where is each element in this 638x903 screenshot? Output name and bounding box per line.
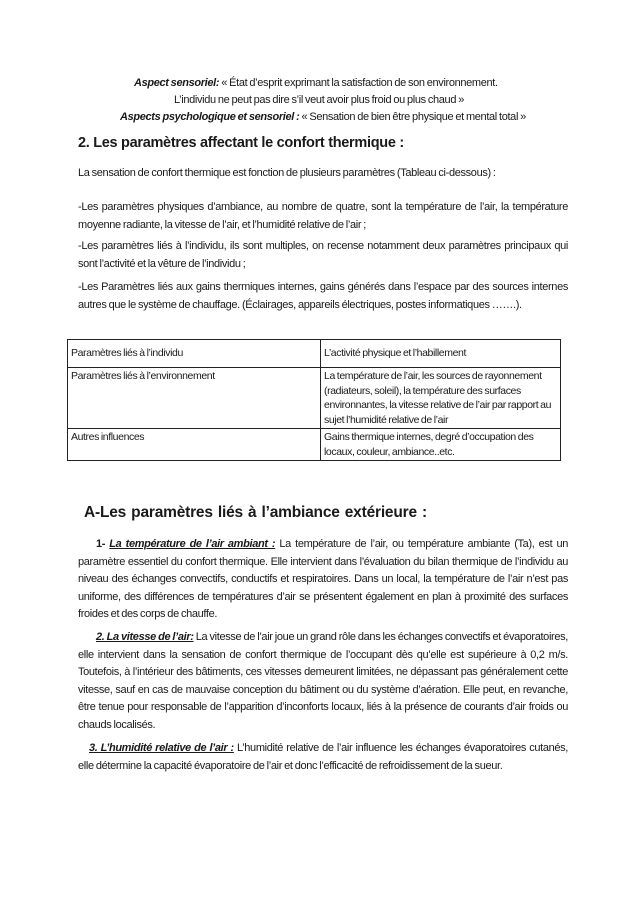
table-row bbox=[68, 368, 561, 429]
table-row bbox=[68, 340, 561, 368]
bullet-paragraph: -Les paramètres physiques d’ambiance, au nombre de quatre, sont la température de l’air, la température moyenne radiante, la vitesse de l’air, et l’humidité relative de l’air ; bbox=[78, 201, 568, 231]
item-term: 3. L’humidité relative de l’air : bbox=[89, 742, 234, 754]
definition-term: Aspect sensoriel: bbox=[134, 77, 220, 89]
definition-sensoriel bbox=[134, 76, 498, 90]
item-paragraph bbox=[78, 536, 568, 624]
definition-psychologique bbox=[120, 110, 526, 124]
table-cell: Paramètres liés à l’individu bbox=[68, 340, 321, 368]
item-number: 1- bbox=[96, 538, 110, 550]
table-cell: Paramètres liés à l’environnement bbox=[68, 368, 321, 429]
table-cell: L’activité physique et l’habillement bbox=[321, 340, 561, 368]
table-cell: Gains thermique internes, degré d’occupation des locaux, couleur, ambiance..etc. bbox=[321, 429, 561, 461]
definition-sensoriel-continued bbox=[0, 93, 638, 107]
intro-paragraph: La sensation de confort thermique est fonction de plusieurs paramètres (Tableau ci-dessous) : bbox=[78, 167, 496, 179]
parameters-table bbox=[67, 339, 561, 461]
item-term: 2. La vitesse de l’air: bbox=[96, 631, 194, 643]
item-paragraph bbox=[78, 740, 568, 775]
item-text: La vitesse de l’air joue un grand rôle dans les échanges convectifs et évaporatoires, elle intervient dans la sensation de confort thermique de l’occupant dès qu’elle est supérieure à 0,2 m/s. Toutefois, à l’intérieur des bâtiments, ces vitesses demeurent limitées, ne dépassant pas généralement cette vitesse, sauf en cas de mauvaise conception du bâtiment ou du système d’aération. Elle peut, en revanche, être tenue pour responsable de l’apparition d’inconforts locaux, liés à la présence de courants d’air froids ou chauds localisés. bbox=[78, 631, 568, 731]
table-row bbox=[68, 429, 561, 461]
item-paragraph bbox=[78, 629, 568, 734]
item-term: La température de l’air ambiant : bbox=[109, 538, 276, 550]
bullet-paragraph: -Les paramètres liés à l’individu, ils sont multiples, on recense notamment deux paramètres principaux qui sont l’activité et la vêture de l’individu ; bbox=[78, 240, 568, 270]
bullet-paragraph: -Les Paramètres liés aux gains thermiques internes, gains générés dans l’espace par des sources internes autres que le système de chauffage. (Éclairages, appareils électriques, postes informatiques …….). bbox=[78, 281, 568, 311]
section-heading: A-Les paramètres liés à l’ambiance extérieure : bbox=[84, 504, 427, 521]
section-heading: 2. Les paramètres affectant le confort thermique : bbox=[78, 135, 404, 151]
item-text: La température de l’air, ou température ambiante (Ta), est un paramètre essentiel du confort thermique. Elle intervient dans l’évaluation du bilan thermique de l’individu au niveau des échanges convectifs, conductifs et respiratoires. Dans un local, la température de l’air n’est pas uniforme, des différences de températures d’air se présentent également en plan à proximité des surfaces froides et des corps de chauffe. bbox=[78, 538, 569, 620]
definition-text: « Sensation de bien être physique et mental total » bbox=[299, 111, 526, 123]
definition-term: Aspects psychologique et sensoriel : bbox=[120, 111, 300, 123]
definition-text: L’individu ne peut pas dire s’il veut avoir plus froid ou plus chaud » bbox=[174, 94, 464, 106]
table-cell: La température de l’air, les sources de rayonnement (radiateurs, soleil), la température des surfaces environnantes, la vitesse relative de l’air par rapport au sujet l’humidité relative de l’air bbox=[321, 368, 561, 429]
item-text: L’humidité relative de l’air influence les échanges évaporatoires cutanés, elle détermine la capacité évaporatoire de l’air et donc l’efficacité de refroidissement de la sueur. bbox=[78, 742, 569, 772]
definition-text: « État d’esprit exprimant la satisfaction de son environnement. bbox=[219, 77, 498, 89]
table-cell: Autres influences bbox=[68, 429, 321, 461]
